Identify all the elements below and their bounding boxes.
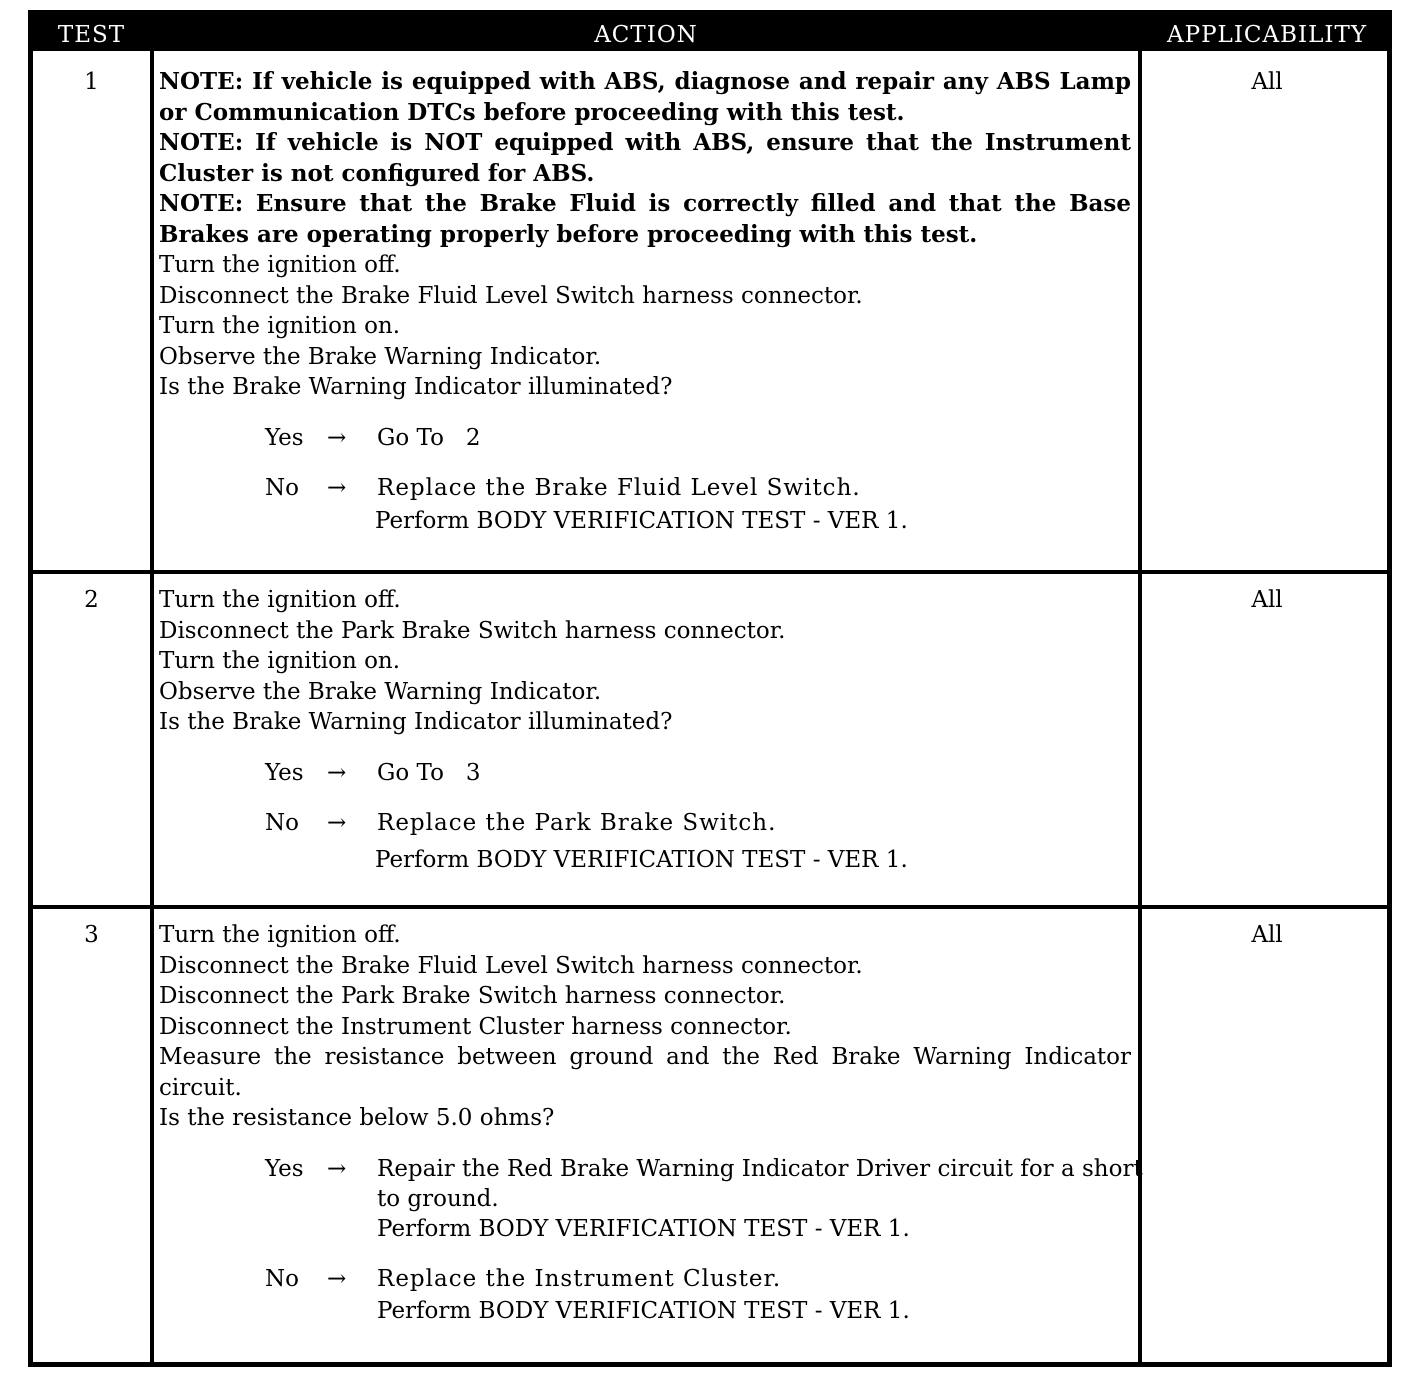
step: Observe the Brake Warning Indicator.: [159, 343, 602, 370]
no-followup: [159, 1294, 1131, 1326]
verification-step: Perform BODY VERIFICATION TEST - VER 1.: [377, 1215, 910, 1242]
table-header: [33, 15, 1387, 51]
action-cell: [159, 585, 1131, 876]
no-label: No: [265, 809, 299, 836]
arrow-right-icon: →: [327, 1155, 347, 1182]
arrow-right-icon: →: [327, 474, 347, 501]
note: NOTE: If vehicle is equipped with ABS, diagnose and repair any ABS Lamp or Communication DTCs before proceeding with this test.: [159, 68, 1131, 126]
verification-step: Perform BODY VERIFICATION TEST - VER 1.: [375, 846, 908, 873]
yes-result: Go To 3: [377, 759, 481, 786]
no-response: [159, 1264, 1131, 1294]
test-number: 3: [84, 922, 99, 948]
yes-label: Yes: [265, 424, 304, 451]
step: Observe the Brake Warning Indicator.: [159, 678, 602, 705]
header-applicability: APPLICABILITY: [1167, 22, 1367, 48]
step: Disconnect the Brake Fluid Level Switch harness connector.: [159, 952, 863, 979]
test-number: 1: [84, 69, 99, 95]
step: Turn the ignition off.: [159, 587, 401, 613]
action-cell: [159, 920, 1143, 1326]
step: Disconnect the Park Brake Switch harness connector.: [159, 617, 786, 644]
no-followup: [159, 503, 1131, 537]
yes-label: Yes: [265, 1155, 304, 1182]
step: Is the Brake Warning Indicator illuminated?: [159, 374, 673, 400]
column-divider-test: [150, 15, 154, 1362]
no-response: [159, 808, 1131, 838]
action-cell: [159, 67, 1131, 537]
step: Turn the ignition off.: [159, 922, 401, 948]
verification-step: Perform BODY VERIFICATION TEST - VER 1.: [375, 507, 908, 534]
step: Measure the resistance between ground and the Red Brake Warning Indicator circuit.: [159, 1044, 1131, 1101]
applicability-value: All: [1251, 922, 1283, 948]
step: Is the Brake Warning Indicator illuminated?: [159, 709, 673, 735]
note: NOTE: Ensure that the Brake Fluid is correctly filled and that the Base Brakes are operating properly before proceeding with this test.: [159, 190, 1131, 248]
step: Is the resistance below 5.0 ohms?: [159, 1105, 555, 1131]
no-result: Replace the Instrument Cluster.: [377, 1265, 782, 1292]
test-number: 2: [84, 587, 99, 613]
step: Turn the ignition off.: [159, 252, 401, 278]
arrow-right-icon: →: [327, 759, 347, 786]
yes-continuation: [159, 1184, 1131, 1214]
header-test: TEST: [57, 22, 126, 48]
step: Disconnect the Instrument Cluster harness connector.: [159, 1013, 792, 1040]
verification-step: Perform BODY VERIFICATION TEST - VER 1.: [377, 1297, 910, 1324]
yes-result: Go To 2: [377, 424, 481, 451]
applicability-value: All: [1251, 69, 1283, 95]
step: Turn the ignition on.: [159, 648, 401, 674]
no-label: No: [265, 474, 299, 501]
no-followup: [159, 838, 1131, 876]
arrow-right-icon: →: [327, 424, 347, 451]
applicability-value: All: [1251, 587, 1283, 613]
arrow-right-icon: →: [327, 809, 347, 836]
note: NOTE: If vehicle is NOT equipped with ABS, ensure that the Instrument Cluster is not configured for ABS.: [159, 129, 1131, 187]
step: Disconnect the Brake Fluid Level Switch harness connector.: [159, 282, 863, 309]
yes-result: Repair the Red Brake Warning Indicator Driver circuit for a short: [377, 1155, 1143, 1182]
step: Disconnect the Park Brake Switch harness connector.: [159, 983, 786, 1009]
yes-result-continued: to ground.: [377, 1185, 499, 1212]
yes-response: [159, 423, 1131, 453]
yes-label: Yes: [265, 759, 304, 786]
step: Turn the ignition on.: [159, 313, 401, 339]
row-divider-1: [33, 570, 1387, 574]
arrow-right-icon: →: [327, 1265, 347, 1292]
yes-response: [159, 758, 1131, 788]
yes-response: [159, 1154, 1143, 1184]
diagnostic-test-table: [28, 10, 1392, 1367]
no-result: Replace the Brake Fluid Level Switch.: [377, 474, 861, 501]
no-label: No: [265, 1265, 299, 1292]
header-action: ACTION: [594, 22, 698, 48]
no-result: Replace the Park Brake Switch.: [377, 809, 777, 836]
no-response: [159, 473, 1131, 503]
row-divider-2: [33, 905, 1387, 909]
yes-followup: [159, 1214, 1131, 1244]
